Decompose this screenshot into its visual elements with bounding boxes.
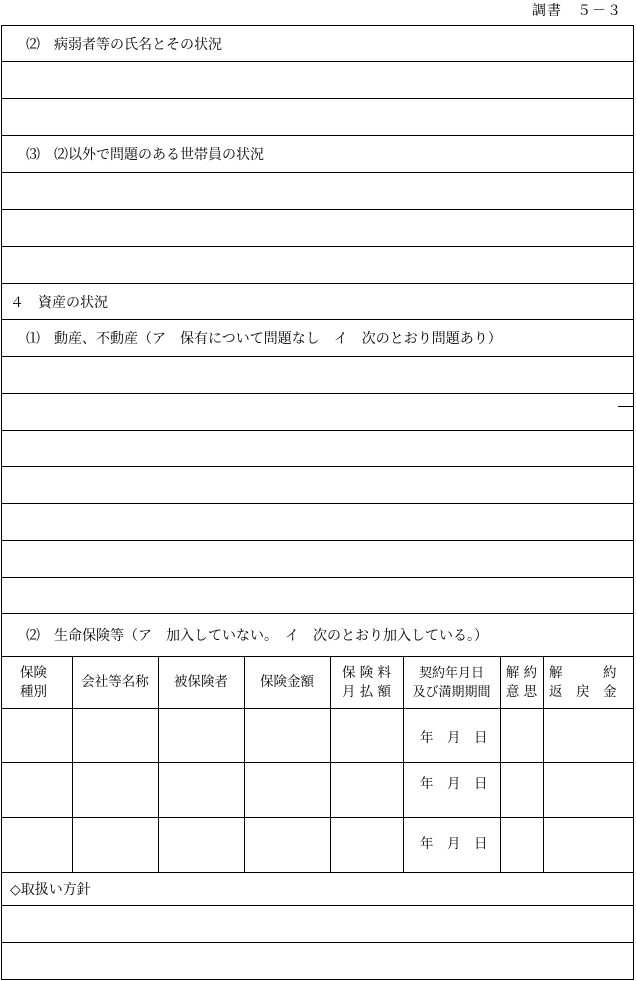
header-cancel-line2: 意 思 (505, 684, 538, 700)
blank-line[interactable] (2, 578, 633, 614)
date-placeholder[interactable]: 年 月 日 (420, 836, 488, 852)
insurance-table-row[interactable] (2, 818, 633, 873)
header-surrender-refund (543, 657, 635, 709)
blank-line[interactable] (2, 431, 633, 467)
blank-line[interactable] (2, 504, 633, 541)
header-contract-line1: 契約年月日 (418, 666, 484, 681)
header-kind-line2: 種別 (20, 684, 47, 700)
section-insurance-row (2, 614, 633, 657)
header-contract-date (403, 657, 500, 709)
section-insurance-title: ⑵ 生命保険等（ア 加入していない。 イ 次のとおり加入している。） (26, 628, 488, 644)
section-assets-row (2, 284, 633, 320)
blank-line[interactable] (2, 357, 633, 394)
header-contract-line2: 及び満期期間 (412, 685, 491, 700)
insurance-table-row[interactable] (2, 763, 633, 818)
header-refund-line2: 返 戻 金 (549, 684, 617, 700)
blank-line[interactable] (2, 467, 633, 504)
header-insurance-amount: 保険金額 (260, 674, 314, 690)
section-property-title: ⑴ 動産、不動産（ア 保有について問題なし イ 次のとおり問題あり） (26, 331, 502, 347)
blank-line[interactable] (2, 247, 633, 284)
header-kind-line1: 保険 (20, 665, 47, 681)
blank-line[interactable] (2, 541, 633, 578)
policy-row (2, 873, 633, 906)
date-placeholder[interactable]: 年 月 日 (420, 730, 488, 746)
header-premium-line2: 月 払 額 (341, 684, 392, 700)
header-premium-line1: 保 険 料 (341, 665, 392, 681)
form-frame (1, 25, 634, 980)
section-other-members-row (2, 136, 633, 173)
blank-line[interactable] (2, 906, 633, 943)
blank-line[interactable] (2, 394, 633, 431)
header-cancel-line1: 解 約 (505, 665, 538, 681)
date-placeholder[interactable]: 年 月 日 (420, 776, 488, 792)
blank-line[interactable] (2, 99, 633, 136)
section-sick-persons-title: ⑵ 病弱者等の氏名とその状況 (26, 36, 222, 53)
blank-line[interactable] (2, 173, 633, 210)
header-insurance-kind (20, 657, 72, 709)
margin-tick (618, 406, 634, 407)
section-sick-persons-row (2, 26, 633, 62)
document-code: 調書 ５－３ (532, 3, 622, 19)
policy-title: ◇取扱い方針 (10, 882, 91, 898)
blank-line[interactable] (2, 62, 633, 99)
section-assets-title: ４ 資産の状況 (10, 294, 108, 311)
header-cancel-intent (500, 657, 543, 709)
header-refund-line1: 解 約 (549, 665, 617, 681)
header-company-name: 会社等名称 (81, 674, 149, 690)
insurance-table-row[interactable] (2, 709, 633, 763)
blank-line[interactable] (2, 210, 633, 247)
section-property-row (2, 320, 633, 357)
header-insured-person: 被保険者 (174, 674, 228, 690)
header-monthly-premium (330, 657, 403, 709)
section-other-members-title: ⑶ ⑵以外で問題のある世帯員の状況 (26, 147, 264, 163)
